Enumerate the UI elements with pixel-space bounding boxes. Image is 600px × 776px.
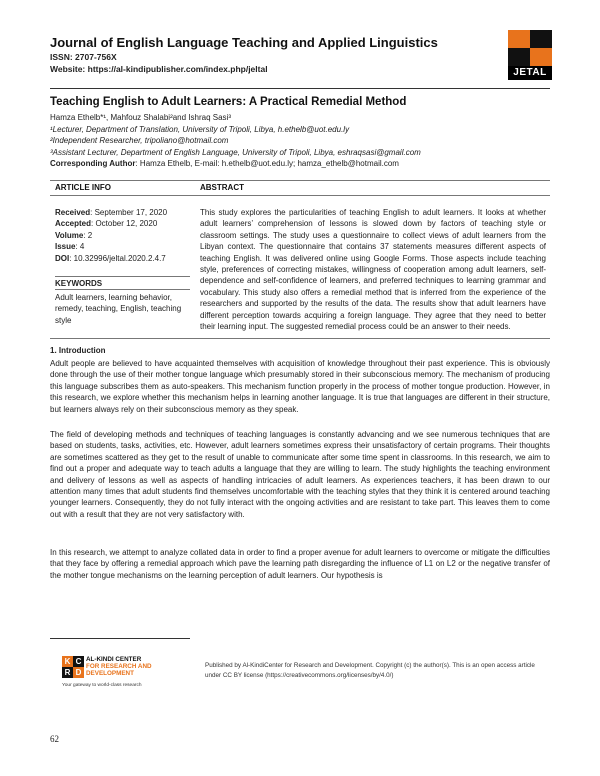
logo-black-square xyxy=(530,30,552,48)
issue xyxy=(55,241,185,252)
corresponding-author xyxy=(50,158,550,170)
keywords-text: Adult learners, learning behavior, remedy, teaching, English, teaching style xyxy=(55,293,182,325)
logo-letter: R xyxy=(62,667,73,678)
accepted-value: : October 12, 2020 xyxy=(91,219,158,229)
affiliation: ³Assistant Lecturer, Department of English Language, University of Tripoli, Libya, eshraqsasi@gmail.com xyxy=(50,147,421,157)
article-info xyxy=(55,207,185,264)
issue-value: : 4 xyxy=(75,242,85,252)
header-rule xyxy=(50,88,550,89)
logo-black-square xyxy=(508,48,530,66)
accepted xyxy=(55,218,185,229)
issn: ISSN: 2707-756X xyxy=(50,52,117,62)
volume-value: : 2 xyxy=(83,230,93,240)
divider xyxy=(50,338,550,339)
divider xyxy=(55,289,190,290)
logo-orange-square xyxy=(508,30,530,48)
al-kindi-logo xyxy=(62,656,172,692)
logo-letter: K xyxy=(62,656,73,667)
doi xyxy=(55,253,185,264)
keywords-heading: KEYWORDS xyxy=(55,279,103,288)
section-heading: 1. Introduction xyxy=(50,346,106,355)
logo-orange-square xyxy=(530,48,552,66)
page-number: 62 xyxy=(50,734,59,744)
doi-label: DOI xyxy=(55,253,70,263)
body-paragraph: The field of developing methods and techniques of teaching languages is constantly advancing and we see numerous techniques that are based on students, tasks, activities, etc. However, adult learners sometimes express their unsatisfactory of certain programs. Their thoughts are sometimes scattered as they get to the result of unable to communicate after some time spent in classrooms. In this research, we aim to find out a proper and adequate way to teach adults a language that they are willing to learn. The study highlights the teaching environment and delivery of lessons as well as aspects of handling intricacies of adult learners. As experiences teachers, it has been drawn to our attention many times that adult students find themselves uncomfortable with the teaching styles that they think it is centered around teaching younger learners. Consequently, they do not fully interact with the ongoing activities and are resistant to take part. This leaves them to come out with a result that they are not very satisfactory with. xyxy=(50,430,550,519)
jetal-logo xyxy=(508,30,552,80)
al-kindi-name-line: DEVELOPMENT xyxy=(86,670,134,678)
affiliation: ²Independent Researcher, tripoliano@hotmail.com xyxy=(50,136,229,145)
publisher-note: Published by Al-KindiCenter for Research and Development. Copyright (c) the author(s). This is an open access article under CC BY license (https://creativecommons.org/licenses/by/4.0/) xyxy=(205,662,535,679)
al-kindi-name-line: AL-KINDI CENTER xyxy=(86,656,142,663)
author-block xyxy=(50,112,550,170)
volume-label: Volume xyxy=(55,230,84,240)
logo-word: JETAL xyxy=(508,66,552,80)
al-kindi-name xyxy=(86,656,172,678)
journal-website[interactable]: Website: https://al-kindipublisher.com/index.php/jeltal xyxy=(50,64,268,74)
divider xyxy=(50,195,550,196)
article-info-heading: ARTICLE INFO xyxy=(55,183,111,192)
journal-name: Journal of English Language Teaching and Applied Linguistics xyxy=(50,35,438,50)
received-value: : September 17, 2020 xyxy=(90,208,168,217)
volume xyxy=(55,230,185,241)
accepted-label: Accepted xyxy=(55,219,92,229)
al-kindi-tagline: Your gateway to world-class research xyxy=(62,683,142,688)
divider xyxy=(50,180,550,181)
received-label: Received xyxy=(55,208,91,217)
journal-header xyxy=(50,35,480,75)
paper-title: Teaching English to Adult Learners: A Practical Remedial Method xyxy=(50,96,407,108)
doi-value[interactable]: : 10.32996/jeltal.2020.2.4.7 xyxy=(69,253,166,263)
footnote-rule xyxy=(50,638,190,639)
logo-letter: C xyxy=(73,656,84,667)
issue-label: Issue xyxy=(55,242,76,252)
affiliation: ¹Lecturer, Department of Translation, University of Tripoli, Libya, h.ethelb@uot.edu.ly xyxy=(50,124,350,134)
body-paragraph: In this research, we attempt to analyze collated data in order to find a proper avenue for adult learners to overcome or mitigate the difficulties that they face by offering a remedial approach which pave the learning path disregarding the influence of L1 on L2 or the negative transfer of the mother tongue mechanisms on the learning perception of adult learners. Our hypothesis is xyxy=(50,548,550,580)
authors: Hamza Ethelb*¹, Mahfouz Shalabi²and Ishraq Sasi³ xyxy=(50,113,231,122)
divider xyxy=(55,276,190,277)
corresponding-text: : Hamza Ethelb, E-mail: h.ethelb@uot.edu.ly; hamza_ethelb@hotmail.com xyxy=(135,159,399,168)
abstract-heading: ABSTRACT xyxy=(200,183,244,192)
logo-letter: D xyxy=(73,667,84,678)
received xyxy=(55,207,185,218)
kcrd-grid xyxy=(62,656,84,678)
corresponding-label: Corresponding Author xyxy=(50,159,136,168)
abstract-text: This study explores the particularities of teaching English to adult learners. It looks at whether adult learners’ comprehension of lessons is slowed down by factors of teaching style or classroom settings. The study uses a questionnaire to collect views of adult learners from the Libyan context. The questionnaire that contains 37 statements measures different aspects of teaching English. It was delivered online using Google Forms. Those aspects include teaching style, preferences of correcting mistakes, willingness of cooperation among adult learners, self-dependence and self-confidence of learners, and preferred techniques to learning grammar and vocabulary. This study also offers a remedial method that is inferred from the experience of the researchers and supported by the results of the data. The results show that adult learners have different perception towards acquiring a foreign language. They agree that they need to better their learning input. The suggested remedial process could be an answer to their needs. xyxy=(200,208,546,332)
al-kindi-name-line: FOR RESEARCH AND xyxy=(86,663,152,671)
body-paragraph: Adult people are believed to have acquainted themselves with acquisition of knowledge throughout their past experience. This is obviously done through the use of their mother tongue language which presumably stored in their subconscious memory. The mechanism of producing this language subscribes them as auto-speakers. This mechanism function properly in the process of mother tongue production. However, in this research, we explore whether this mechanism helps in learning another language. It is true that languages are different in their structure, but learners always rely on their subconscious memory as they speak. xyxy=(50,359,550,414)
